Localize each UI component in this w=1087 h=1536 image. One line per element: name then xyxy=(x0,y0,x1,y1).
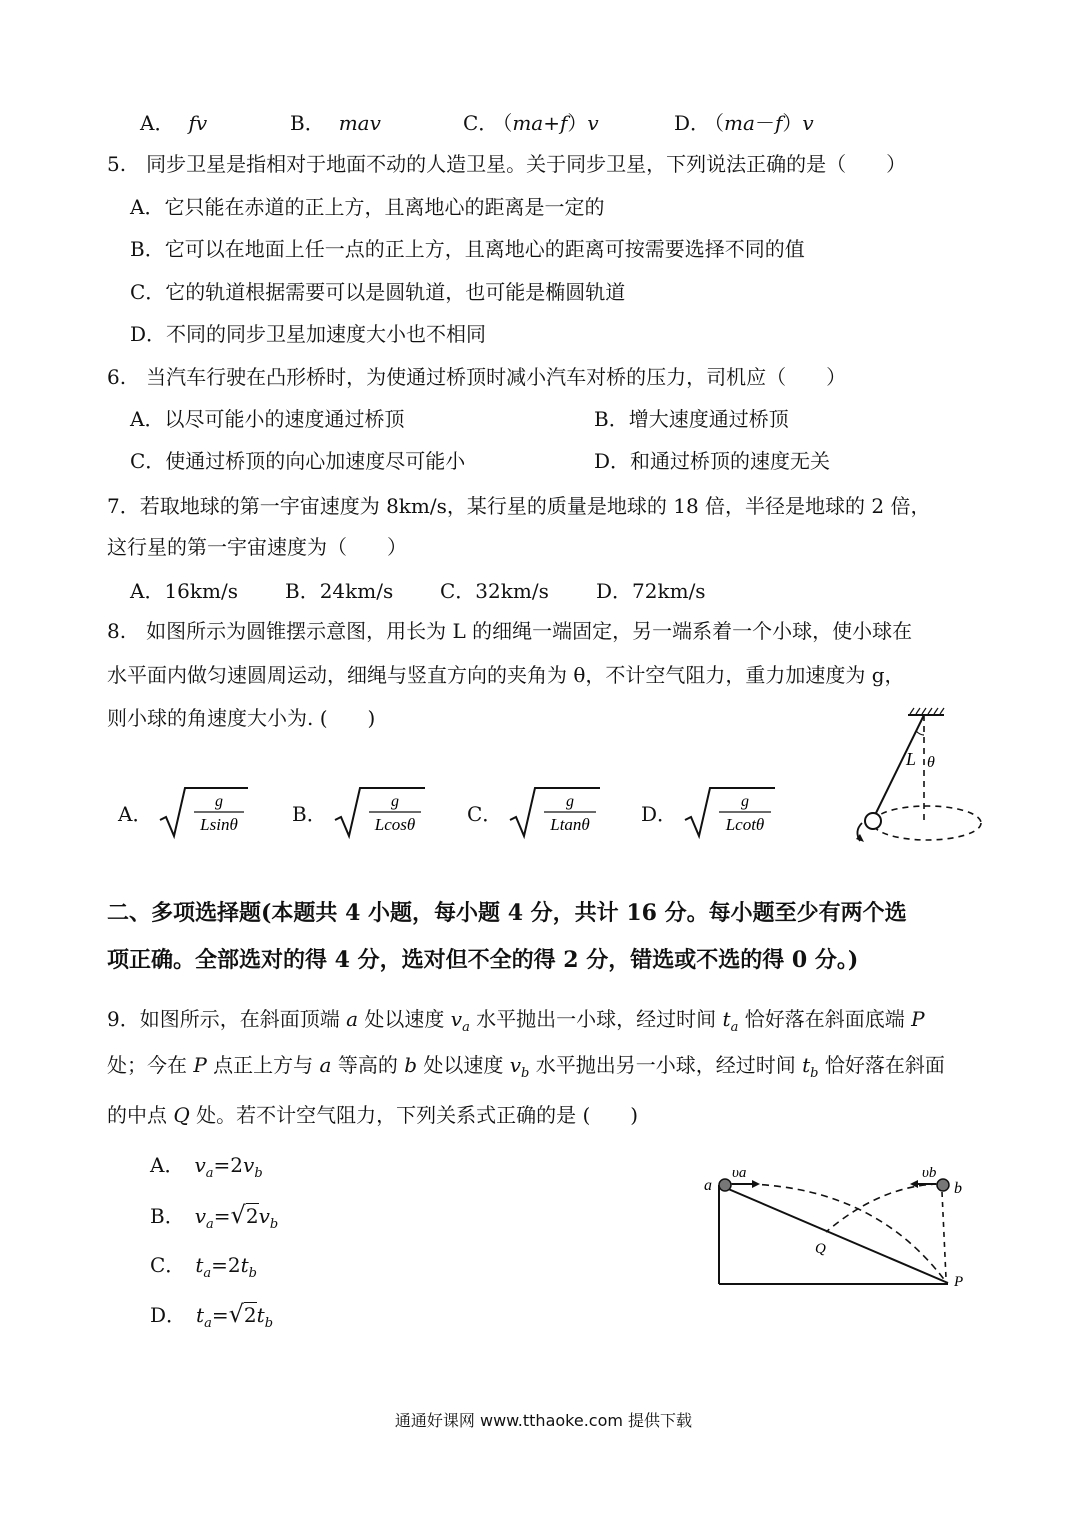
q8-option-b: B． g Lcosθ xyxy=(292,784,427,840)
label-va: υa xyxy=(732,1165,747,1181)
ceiling-hatch xyxy=(910,708,944,714)
q5-option-a: A．它只能在赤道的正上方，且离地心的距离是一定的 xyxy=(130,195,605,219)
q8-stem-line2: 水平面内做匀速圆周运动，细绳与竖直方向的夹角为 θ，不计空气阻力，重力加速度为 g， xyxy=(107,663,905,687)
q4-option-c: C． （ma+f）v xyxy=(463,111,599,135)
incline-projectile-figure xyxy=(700,1160,980,1290)
q9-stem-line2: 处；今在 P 点正上方与 a 等高的 b 处以速度 $v_b$ 水平抛出另一小球，经过时间 $t_b$ 恰好落在斜面 xyxy=(107,1053,945,1081)
q8-option-c: C． g Ltanθ xyxy=(467,784,602,840)
q6-option-a: A．以尽可能小的速度通过桥顶 xyxy=(130,407,405,431)
ball-b xyxy=(937,1179,949,1191)
section-2-header-line2: 项正确。全部选对的得 4 分，选对但不全的得 2 分，错选或不选的得 0 分。) xyxy=(107,947,859,973)
sqrt-fraction xyxy=(158,784,250,840)
angle-arc xyxy=(916,731,924,735)
q5-stem: 5. 同步卫星是指相对于地面不动的人造卫星。关于同步卫星，下列说法正确的是（ ） xyxy=(107,152,907,176)
fraction-numerator: g xyxy=(566,793,575,810)
q8-stem-line3: 则小球的角速度大小为. ( ) xyxy=(107,706,376,730)
q8-option-d: D． g Lcotθ xyxy=(641,784,777,840)
q7-stem-line2: 这行星的第一宇宙速度为（ ） xyxy=(107,535,407,559)
fraction-denominator: Lcosθ xyxy=(374,815,415,834)
q4-option-a: A． fv xyxy=(140,111,208,135)
fraction-denominator: Ltanθ xyxy=(550,815,591,834)
pendulum-ball xyxy=(865,813,881,829)
vertical-dashed-line xyxy=(942,1192,946,1278)
q8-option-a: A． g Lsinθ xyxy=(118,784,250,840)
q7-option-c: C．32km/s xyxy=(440,579,549,603)
incline-surface xyxy=(719,1185,948,1283)
label-b: b xyxy=(954,1180,962,1197)
q6-stem: 6. 当汽车行驶在凸形桥时，为使通过桥顶时减小汽车对桥的压力，司机应（ ） xyxy=(107,365,847,389)
sqrt-fraction xyxy=(508,784,602,840)
q4-option-b: B． mav xyxy=(290,111,381,135)
section-2-header-line1: 二、多项选择题(本题共 4 小题，每小题 4 分，共计 16 分。每小题至少有两个选 xyxy=(107,900,907,926)
q7-stem-line1: 7．若取地球的第一宇宙速度为 8km/s，某行星的质量是地球的 18 倍，半径是地球的 2 倍， xyxy=(107,494,931,518)
sqrt-fraction xyxy=(333,784,427,840)
label-P: P xyxy=(954,1274,964,1290)
q8-stem-line1: 8. 如图所示为圆锥摆示意图，用长为 L 的细绳一端固定，另一端系着一个小球，使小球在 xyxy=(107,619,913,643)
sqrt-fraction xyxy=(683,784,777,840)
conical-pendulum-figure xyxy=(840,705,990,850)
q6-option-c: C．使通过桥顶的向心加速度尽可能小 xyxy=(130,449,466,473)
trajectory-b xyxy=(826,1184,938,1232)
q4-option-d: D． （ma－f）v xyxy=(674,111,814,135)
fraction-denominator: Lsinθ xyxy=(200,815,239,834)
q5-option-d: D．不同的同步卫星加速度大小也不相同 xyxy=(130,322,487,346)
q9-option-c: C． $t_a=2t_b$ xyxy=(150,1253,257,1281)
page-footer: 通通好课网 www.tthaoke.com 提供下载 xyxy=(394,1411,693,1430)
q9-option-a: A． $v_a=2v_b$ xyxy=(150,1153,263,1181)
q9-stem-line1: 9．如图所示，在斜面顶端 a 处以速度 $v_a$ 水平抛出一小球，经过时间 $t_a$ 恰好落在斜面底端 P xyxy=(107,1007,925,1035)
fraction-numerator: g xyxy=(215,793,224,810)
q5-option-c: C．它的轨道根据需要可以是圆轨道，也可能是椭圆轨道 xyxy=(130,280,626,304)
q9-option-b: B． $v_a=√2v_b$ xyxy=(150,1201,279,1232)
q9-option-d: D． $t_a=√2t_b$ xyxy=(150,1300,274,1331)
label-L: L xyxy=(906,749,917,769)
label-Q: Q xyxy=(815,1241,826,1257)
q7-option-d: D．72km/s xyxy=(596,579,706,603)
q9-stem-line3: 的中点 Q 处。若不计空气阻力，下列关系式正确的是 ( ) xyxy=(107,1103,639,1127)
fraction-numerator: g xyxy=(390,793,399,810)
q7-option-b: B．24km/s xyxy=(285,579,394,603)
fraction-numerator: g xyxy=(741,793,750,810)
q6-option-b: B．增大速度通过桥顶 xyxy=(594,407,789,431)
label-vb: υb xyxy=(922,1165,937,1181)
q6-option-d: D．和通过桥顶的速度无关 xyxy=(594,449,831,473)
label-theta: θ xyxy=(927,754,935,771)
fraction-denominator: Lcotθ xyxy=(725,815,765,834)
q7-option-a: A．16km/s xyxy=(130,579,238,603)
ball-a xyxy=(719,1179,731,1191)
q5-option-b: B．它可以在地面上任一点的正上方，且离地心的距离可按需要选择不同的值 xyxy=(130,237,805,261)
circular-path xyxy=(873,806,981,840)
label-a: a xyxy=(704,1177,712,1194)
pendulum-string xyxy=(876,715,924,813)
